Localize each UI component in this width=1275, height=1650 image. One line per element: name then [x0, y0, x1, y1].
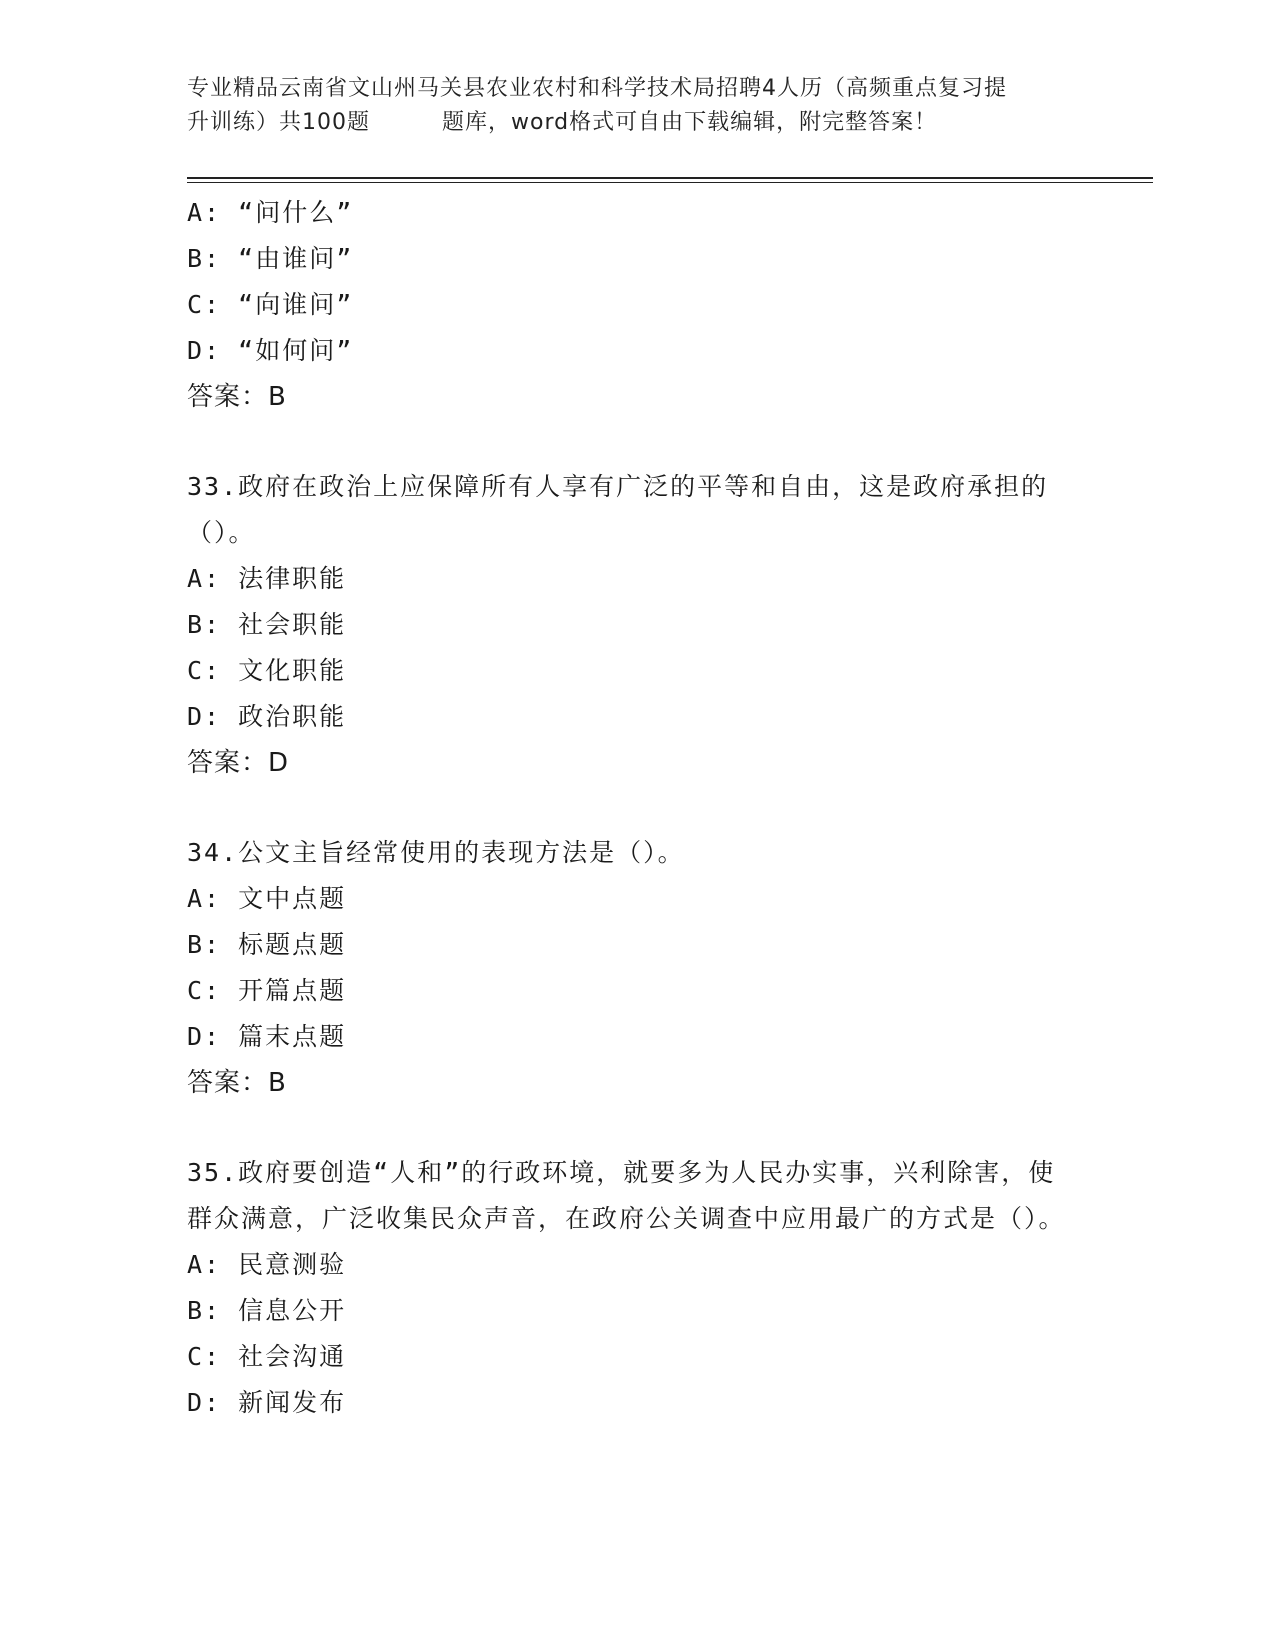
option-b: B: “由谁问” — [187, 244, 354, 273]
option-b: B: 信息公开 — [187, 1296, 347, 1325]
option-c: C: “向谁问” — [187, 290, 354, 319]
question-block-33 — [187, 464, 1087, 786]
option-a: A: 法律职能 — [187, 564, 347, 593]
question-block-32 — [187, 190, 1087, 420]
document-header — [187, 72, 1087, 140]
question-text: 33.政府在政治上应保障所有人享有广泛的平等和自由，这是政府承担的（）。 — [187, 472, 1049, 547]
option-a: A: “问什么” — [187, 198, 354, 227]
header-title-line-2 — [187, 106, 1087, 140]
question-block-34 — [187, 830, 1087, 1106]
option-d: D: 篇末点题 — [187, 1022, 347, 1051]
answer-line: 答案：D — [187, 748, 290, 778]
option-b: B: 标题点题 — [187, 930, 347, 959]
header-title-part-a: 升训练）共100题 — [187, 110, 370, 135]
option-d: D: “如何问” — [187, 336, 354, 365]
option-c: C: 社会沟通 — [187, 1342, 347, 1371]
option-d: D: 新闻发布 — [187, 1388, 347, 1417]
header-divider-thin — [187, 182, 1153, 183]
header-title-part-b: 题库，word格式可自由下载编辑，附完整答案！ — [442, 110, 938, 135]
question-text: 35.政府要创造“人和”的行政环境，就要多为人民办实事，兴利除害，使群众满意，广泛收集民众声音，在政府公关调查中应用最广的方式是（）。 — [187, 1158, 1066, 1233]
question-list — [187, 190, 1087, 1426]
header-divider-thick — [187, 177, 1153, 179]
option-b: B: 社会职能 — [187, 610, 347, 639]
option-d: D: 政治职能 — [187, 702, 347, 731]
option-c: C: 开篇点题 — [187, 976, 347, 1005]
option-a: A: 文中点题 — [187, 884, 347, 913]
answer-line: 答案：B — [187, 1068, 287, 1098]
question-block-35 — [187, 1150, 1087, 1426]
question-text: 34.公文主旨经常使用的表现方法是（）。 — [187, 838, 685, 867]
option-c: C: 文化职能 — [187, 656, 347, 685]
header-title-line-1: 专业精品云南省文山州马关县农业农村和科学技术局招聘4人历（高频重点复习提 — [187, 76, 1007, 101]
answer-line: 答案：B — [187, 382, 287, 412]
option-a: A: 民意测验 — [187, 1250, 347, 1279]
